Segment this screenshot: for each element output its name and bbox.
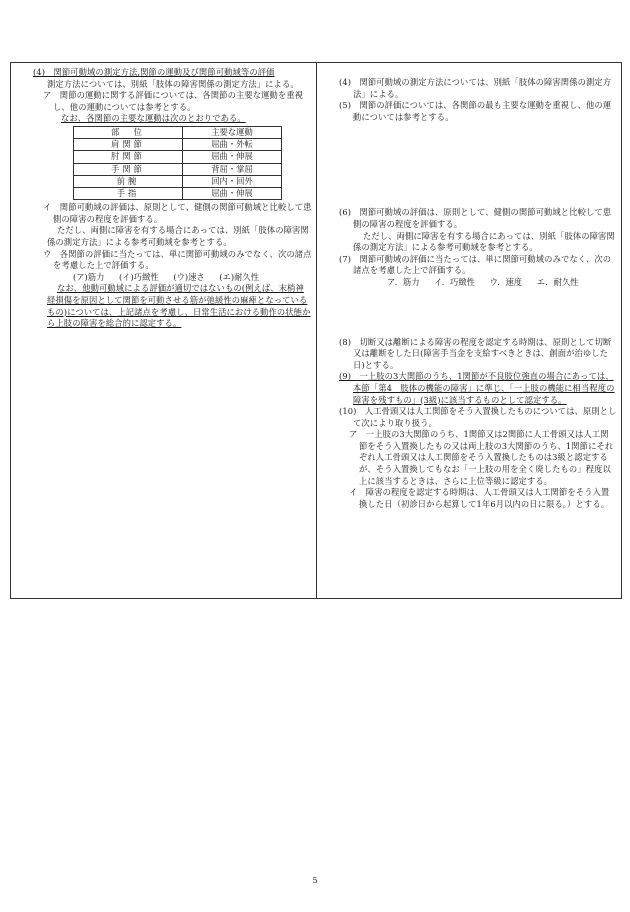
right-item-4: (4) 関節可動域の測定方法については、別紙「肢体の障害関係の測定方法」による。 [339,77,612,99]
right-item-6: (6) 関節可動域の評価は、原則として、健側の関節可動域と比較して患側の障害の程度を評価する。 [339,207,612,229]
right-factors [339,277,617,289]
factor-label: エ．耐久性 [536,276,579,287]
factor-label: ア．筋力 [387,276,420,287]
right-item-10-a: ア 一上肢の3大関節のうち、1関節又は2関節に人工骨頭又は人工関節をそう入置換したもの又は両上肢の3大関節のうち、1関節にそれぞれ人工骨頭又は人工関節をそう入置換したものは3級と認定するが、そう入置換してもなお「一上肢の用を全く廃したもの」程度以上に該当するときは、さらに上位等級に認定する。 [349,429,614,486]
left-item-4-body: 測定方法については、別紙「肢体の障害関係の測定方法」による。 [47,78,299,89]
table-cell: 回内・回外 [183,175,282,187]
left-factors [33,272,312,284]
left-item-i: イ 関節可動域の評価は、原則として、健側の関節可動域と比較して患側の障害の程度を評価する。 [43,202,312,224]
left-item-4: (4) 関節可動域の測定方法,関節の運動及び関節可動域等の評価 [33,67,275,77]
left-item-u-note: なお、他動可動域による評価が適切ではないもの(例えば、末梢神経損傷を原因として関節を可動させる筋が弛緩性の麻痺となっているもの)については、上記諸点を考慮し、日常生活における動作の状態から上肢の障害を総合的に認定する。 [47,283,311,329]
page-number: 5 [312,876,318,885]
table-cell: 屈曲・外転 [183,139,282,151]
table-row [74,139,282,151]
factor-label: イ．巧緻性 [434,276,475,287]
table-row [74,163,282,175]
table-row [74,151,282,163]
right-item-6-note: ただし、両側に障害を有する場合にあっては、別紙「肢体の障害関係の測定方法」による参考可動域を参考とする。 [353,230,615,253]
factor-label: ウ．速度 [489,276,523,287]
table-cell: 手指 [74,187,183,199]
table-cell: 屈曲・伸展 [183,187,282,199]
table-header-cell: 部 位 [74,126,183,138]
table-cell: 背屈・掌屈 [183,163,282,175]
table-cell: 肩関節 [74,139,183,151]
table-cell: 前腕 [74,175,183,187]
left-column [11,63,317,598]
right-item-9: (9) 一上肢の3大関節のうち、1関節が不良肢位強直の場合にあっては、本節「第4 肢体の機能の障害」に準じ、「一上肢の機能に相当程度の障害を残すもの」(3級)に該当するものとして認定する。 [339,371,615,405]
right-column [317,63,623,598]
factor-label: (イ)巧緻性 [119,271,159,282]
right-item-7: (7) 関節可動域の評価に当たっては、単に関節可動域のみでなく、次の諸点を考慮した上で評価する。 [339,253,612,276]
joint-movement-table [73,126,282,200]
table-row [74,175,282,187]
table-cell: 肘関節 [74,151,183,163]
left-item-u: ウ 各関節の評価に当たっては、単に関節可動域のみでなく、次の諸点を考慮した上で評価する。 [43,248,312,271]
factor-label: (エ)耐久性 [219,271,260,282]
right-item-10-i: イ 障害の程度を認定する時期は、人工骨頭又は人工関節をそう入置換した日（初診日から起算して1年6月以内の日に限る。）とする。 [349,487,610,509]
left-item-i-note: ただし、両側に障害を有する場合にあっては、別紙「肢体の障害関係の測定方法」による参考可動域を参考とする。 [47,225,309,247]
comparison-table [10,62,622,599]
table-cell: 屈曲・伸展 [183,151,282,163]
table-header-cell: 主要な運動 [183,126,282,138]
factor-label: (ウ)速さ [173,271,205,282]
right-item-10: (10) 人工骨頭又は人工関節をそう入置換したものについては、原則として次により取り扱う。 [339,406,617,428]
table-cell: 手関節 [74,163,183,175]
table-header-row [74,126,282,138]
factor-label: (ア)筋力 [73,271,105,282]
table-row [74,187,282,199]
left-item-a-note: なお、各関節の主要な運動は次のとおりである。 [61,113,246,124]
left-item-a: ア 関節の運動に関する評価については、各関節の主要な運動を重視し、他の運動については参考とする。 [43,90,304,112]
right-item-5: (5) 関節の評価については、各関節の最も主要な運動を重視し、他の運動については参考とする。 [339,100,612,122]
right-item-8: (8) 切断又は離断による障害の程度を認定する時期は、原則として切断又は離断をした日(障害手当金を支給すべきときは、創面が治ゆした日)とする。 [339,336,612,370]
